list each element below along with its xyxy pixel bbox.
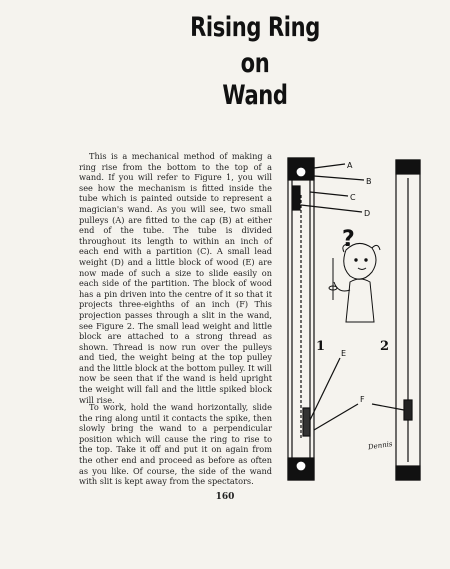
wooden-block-e — [303, 408, 310, 436]
wand-cap-top — [396, 160, 420, 174]
title-line-3: Wand — [222, 80, 288, 111]
pulley-top — [296, 167, 306, 177]
label-c: C — [350, 193, 356, 202]
question-mark: ? — [342, 227, 355, 252]
page-number: 160 — [215, 492, 235, 502]
figure-number-2: 2 — [380, 339, 390, 354]
body-paragraph-2: To work, hold the wand horizontally, slide the ring along until it contacts the spike, then slowly bring the wand to a perpendicular position which will cause the ring to rise to the top. Take it off and put it on again from the other end and proceed as before as often as you like. Of course, the side of the wand with slit is kept away from the spectators. — [79, 402, 272, 487]
title-line-2: on — [240, 48, 270, 79]
title-line-1: Rising Ring — [190, 12, 320, 43]
label-b: B — [366, 177, 372, 186]
body-paragraph-1: This is a mechanical method of making a ring rise from the bottom to the top of a wand. If you will refer to Figure 1, you will see how the mechanism is fitted inside the tube which is painted outside to represent a magician's wand. As you will see, two small pulleys (A) are fitted to the cap (B) at either end of the tube. The tube is divided throughout its length to within an inch of each end with a partition (C). A small lead weight (D) and a little block of wood (E) are now made of such a size to slide easily on each side of the partition. The block of wood has a pin driven into the centre of it so that it projects three-eighths of an inch (F) This projection passes through a slit in the wand, see Figure 2. The small lead weight and little block are attached to a strong thread as shown. Thread is now run over the pulleys and tied, the weight being at the top pulley and the little block at the bottom pulley. It will now be seen that if the wand is held upright the weight will fall and the little spiked block will rise. — [79, 151, 272, 405]
label-d: D — [364, 209, 371, 218]
wand-illustration — [280, 150, 430, 495]
wand-cap-bottom — [396, 466, 420, 480]
lead-weight-d — [293, 186, 300, 210]
label-e: E — [341, 349, 347, 358]
figure-number-1: 1 — [316, 339, 326, 354]
magician-sketch-icon — [329, 243, 380, 322]
label-a: A — [347, 161, 353, 170]
artist-signature: Dennis — [367, 440, 394, 452]
label-f: F — [360, 395, 365, 404]
spike-f — [404, 400, 412, 420]
pulley-bottom — [296, 461, 306, 471]
